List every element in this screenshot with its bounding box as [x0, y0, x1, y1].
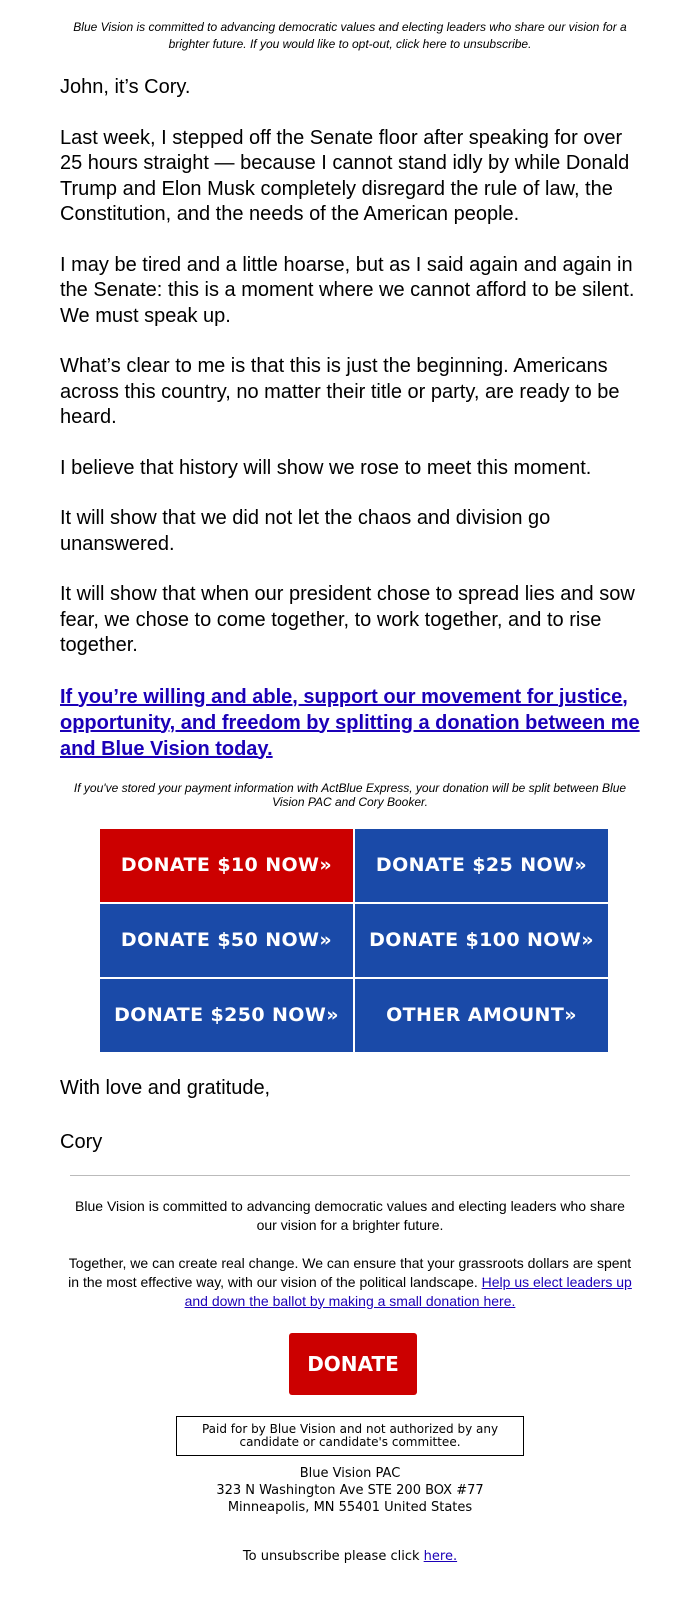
address-line: 323 N Washington Ave STE 200 BOX #77: [216, 1482, 484, 1498]
unsubscribe-line: [0, 1549, 700, 1564]
paragraph: Last week, I stepped off the Senate floor after speaking for over 25 hours straight — because I cannot stand idly by while Donald Trump and Elon Musk completely disregard the rule of law, the Constitution, and the needs of the American people.: [60, 126, 630, 225]
paid-for-disclaimer: Paid for by Blue Vision and not authorized by any candidate or candidate's committee.: [176, 1416, 524, 1456]
footer-donate-button[interactable]: DONATE: [289, 1333, 417, 1395]
signoff: With love and gratitude,: [60, 1076, 271, 1099]
donate-25-button[interactable]: DONATE $25 NOW»: [355, 829, 608, 902]
footer-donate-link[interactable]: Help us elect leaders up and down the ballot by making a small donation here.: [184, 1273, 632, 1309]
paragraph: What’s clear to me is that this is just the beginning. Americans across this country, no matter their title or party, are ready to be heard.: [60, 355, 620, 428]
donate-100-button[interactable]: DONATE $100 NOW»: [355, 904, 608, 977]
donate-50-button[interactable]: DONATE $50 NOW»: [100, 904, 353, 977]
greeting: John, it’s Cory.: [60, 76, 191, 98]
donate-250-button[interactable]: DONATE $250 NOW»: [100, 979, 353, 1052]
donate-button-grid: [92, 829, 608, 1052]
footer-divider: [70, 1175, 630, 1176]
address-line: Blue Vision PAC: [299, 1465, 401, 1481]
unsubscribe-link[interactable]: here.: [423, 1548, 458, 1564]
paragraph: I believe that history will show we rose to meet this moment.: [60, 456, 592, 479]
donation-cta-link[interactable]: If you’re willing and able, support our movement for justice, opportunity, and freedom by splitting a donation between me and Blue Vision today.: [60, 685, 640, 760]
paragraph: It will show that we did not let the chaos and division go unanswered.: [60, 507, 551, 555]
unsubscribe-text: To unsubscribe please click: [242, 1548, 420, 1564]
paragraph: It will show that when our president chose to spread lies and sow fear, we chose to come together, to work together, and to rise together.: [60, 583, 635, 656]
footer-together: [67, 1254, 633, 1311]
donate-10-button[interactable]: DONATE $10 NOW»: [100, 829, 353, 902]
preheader-text[interactable]: Blue Vision is committed to advancing democratic values and electing leaders who share our vision for a brighter future. If you would like to opt-out, click here to unsubscribe.: [73, 20, 627, 51]
signature: Cory: [60, 1130, 103, 1153]
other-amount-button[interactable]: OTHER AMOUNT»: [355, 979, 608, 1052]
letter-body: [56, 75, 644, 762]
footer-mission: Blue Vision is committed to advancing democratic values and electing leaders who share our vision for a brighter future.: [75, 1197, 625, 1233]
mailing-address: [0, 1465, 700, 1516]
actblue-express-note: If you've stored your payment information with ActBlue Express, your donation will be split between Blue Vision PAC and Cory Booker.: [73, 780, 627, 809]
footer-together-text: Together, we can create real change. We can ensure that your grassroots dollars are spent in the most effective way, with our vision of the political landscape.: [68, 1254, 632, 1290]
paragraph: I may be tired and a little hoarse, but as I said again and again in the Senate: this is a moment where we cannot afford to be silent. We must speak up.: [60, 253, 635, 327]
address-line: Minneapolis, MN 55401 United States: [227, 1499, 473, 1515]
